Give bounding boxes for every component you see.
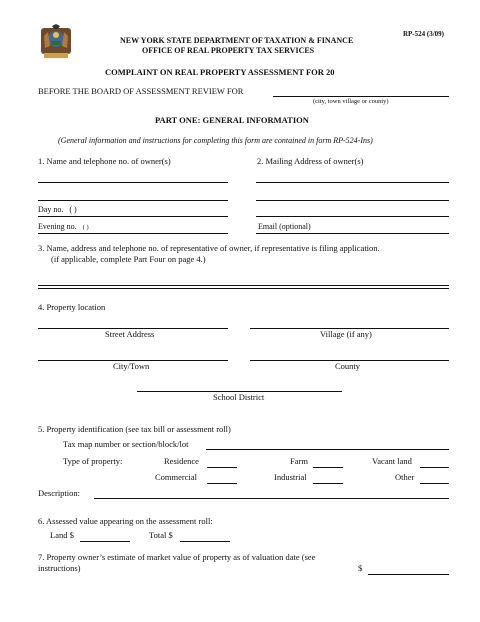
village-field[interactable]	[250, 314, 449, 329]
owner-name-label: 1. Name and telephone no. of owner(s)	[38, 156, 171, 166]
tax-map-label: Tax map number or section/block/lot	[63, 439, 189, 449]
vacant-land-label: Vacant land	[372, 456, 412, 466]
mailing-address-label: 2. Mailing Address of owner(s)	[257, 156, 364, 166]
before-board-label: BEFORE THE BOARD OF ASSESSMENT REVIEW FOR	[38, 86, 244, 96]
property-location-label: 4. Property location	[38, 302, 106, 312]
property-identification-label: 5. Property identification (see tax bill or assessment roll)	[38, 424, 231, 434]
form-number: RP-524 (3/09)	[402, 30, 444, 38]
county-field[interactable]	[250, 346, 449, 361]
type-of-property-label: Type of property:	[63, 456, 123, 466]
day-phone-field[interactable]	[38, 202, 228, 217]
tax-map-field[interactable]	[206, 435, 449, 450]
state-seal	[38, 24, 74, 60]
farm-field[interactable]	[313, 453, 343, 468]
part-one-title: PART ONE: GENERAL INFORMATION	[155, 115, 309, 125]
total-value-field[interactable]	[180, 527, 230, 542]
new-york-state-seal-icon	[38, 24, 74, 60]
owner-name-field-1[interactable]	[38, 168, 228, 183]
market-value-label-2: instructions)	[38, 563, 81, 573]
street-address-caption: Street Address	[105, 329, 155, 339]
county-caption: County	[335, 361, 361, 371]
commercial-label: Commercial	[155, 472, 198, 482]
evening-no-paren: ( )	[82, 224, 89, 231]
village-caption: Village (if any)	[320, 329, 372, 339]
industrial-label: Industrial	[274, 472, 307, 482]
school-district-field[interactable]	[137, 377, 342, 392]
market-value-dollar: $	[358, 563, 363, 573]
residence-field[interactable]	[207, 453, 237, 468]
commercial-field[interactable]	[207, 469, 237, 484]
email-label: Email (optional)	[258, 222, 311, 231]
evening-phone-field[interactable]	[38, 219, 228, 234]
residence-label: Residence	[164, 456, 199, 466]
market-value-label-1: 7. Property owner’s estimate of market value of property as of valuation date (see	[38, 552, 316, 562]
land-label: Land $	[50, 530, 74, 540]
mailing-address-field-1[interactable]	[256, 168, 449, 183]
school-district-caption: School District	[213, 392, 265, 402]
agency-line-2: OFFICE OF REAL PROPERTY TAX SERVICES	[142, 46, 315, 55]
other-label: Other	[395, 472, 415, 482]
email-field[interactable]	[256, 219, 449, 234]
board-city-field[interactable]	[273, 82, 449, 97]
street-address-field[interactable]	[38, 314, 228, 329]
description-field[interactable]	[94, 484, 449, 499]
evening-no-text: Evening no.	[38, 222, 77, 231]
total-label: Total $	[149, 530, 173, 540]
representative-label-1: 3. Name, address and telephone no. of representative of owner, if representative is filing application.	[38, 243, 380, 253]
mailing-address-field-2[interactable]	[256, 186, 449, 201]
representative-label-2: (if applicable, complete Part Four on page 4.)	[51, 254, 206, 264]
mailing-address-field-3[interactable]	[256, 202, 449, 217]
form-title: COMPLAINT ON REAL PROPERTY ASSESSMENT FOR 20	[105, 67, 335, 77]
representative-line-2	[38, 288, 449, 289]
industrial-field[interactable]	[313, 469, 343, 484]
other-field[interactable]	[420, 469, 449, 484]
market-value-field[interactable]	[368, 560, 449, 575]
vacant-land-field[interactable]	[420, 453, 449, 468]
city-hint: (city, town village or county)	[313, 98, 389, 105]
owner-name-field-2[interactable]	[38, 186, 228, 201]
part-one-instructions: (General information and instructions for completing this form are contained in form RP-524-Ins)	[58, 136, 373, 145]
day-no-text: Day no.	[38, 205, 64, 214]
agency-line-1: NEW YORK STATE DEPARTMENT OF TAXATION & FINANCE	[120, 36, 354, 45]
assessed-value-label: 6. Assessed value appearing on the assessment roll:	[38, 516, 213, 526]
farm-label: Farm	[290, 456, 308, 466]
city-town-caption: City/Town	[113, 361, 150, 371]
description-label: Description:	[38, 488, 81, 498]
land-value-field[interactable]	[80, 527, 130, 542]
day-no-paren: ( )	[69, 205, 77, 214]
city-town-field[interactable]	[38, 346, 228, 361]
